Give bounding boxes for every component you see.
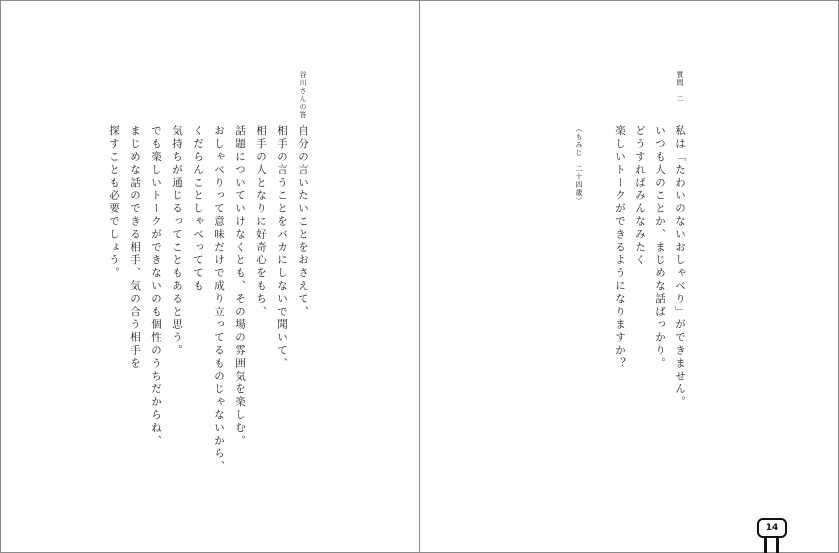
- question-line-2: いつも人のことか、まじめな話ばっかり。: [654, 125, 666, 371]
- question-line-1: 私は「たわいのないおしゃべり」ができません。: [674, 125, 686, 409]
- answer-line-7: 気持ちが通じるってこともあると思う。: [171, 125, 183, 358]
- answer-line-4: 話題についていけなくとも、その場の雰囲気を楽しむ。: [234, 125, 246, 448]
- question-line-3: どうすればみんなみたく: [634, 125, 646, 267]
- answer-line-3: 相手の人となりに好奇心をもち、: [255, 125, 267, 319]
- asker-attribution: （もみじ 二十四歳）: [575, 125, 583, 205]
- question-header: 質問 二: [676, 71, 684, 103]
- answer-header: 谷川さんの答: [299, 71, 307, 119]
- answer-line-10: 探すことも必要でしょう。: [108, 125, 120, 280]
- question-line-4: 楽しいトークができるようになりますか？: [614, 125, 626, 371]
- badge-leg-right: [776, 537, 779, 553]
- answer-line-8: でも楽しいトークができないのも個性のうちだからね、: [150, 125, 162, 448]
- page-number-badge: [757, 518, 789, 553]
- badge-leg-left: [764, 537, 767, 553]
- answer-line-2: 相手の言うことをバカにしないで聞いて、: [276, 125, 288, 371]
- page-number: 14: [757, 518, 787, 538]
- answer-line-6: くだらんことしゃべってても: [192, 125, 204, 293]
- answer-line-5: おしゃべりって意味だけで成り立ってるものじゃないから、: [213, 125, 225, 474]
- answer-line-9: まじめな話のできる相手、気の合う相手を: [129, 125, 141, 371]
- answer-line-1: 自分の言いたいことをおさえて、: [297, 125, 309, 319]
- page-gutter: [419, 1, 420, 553]
